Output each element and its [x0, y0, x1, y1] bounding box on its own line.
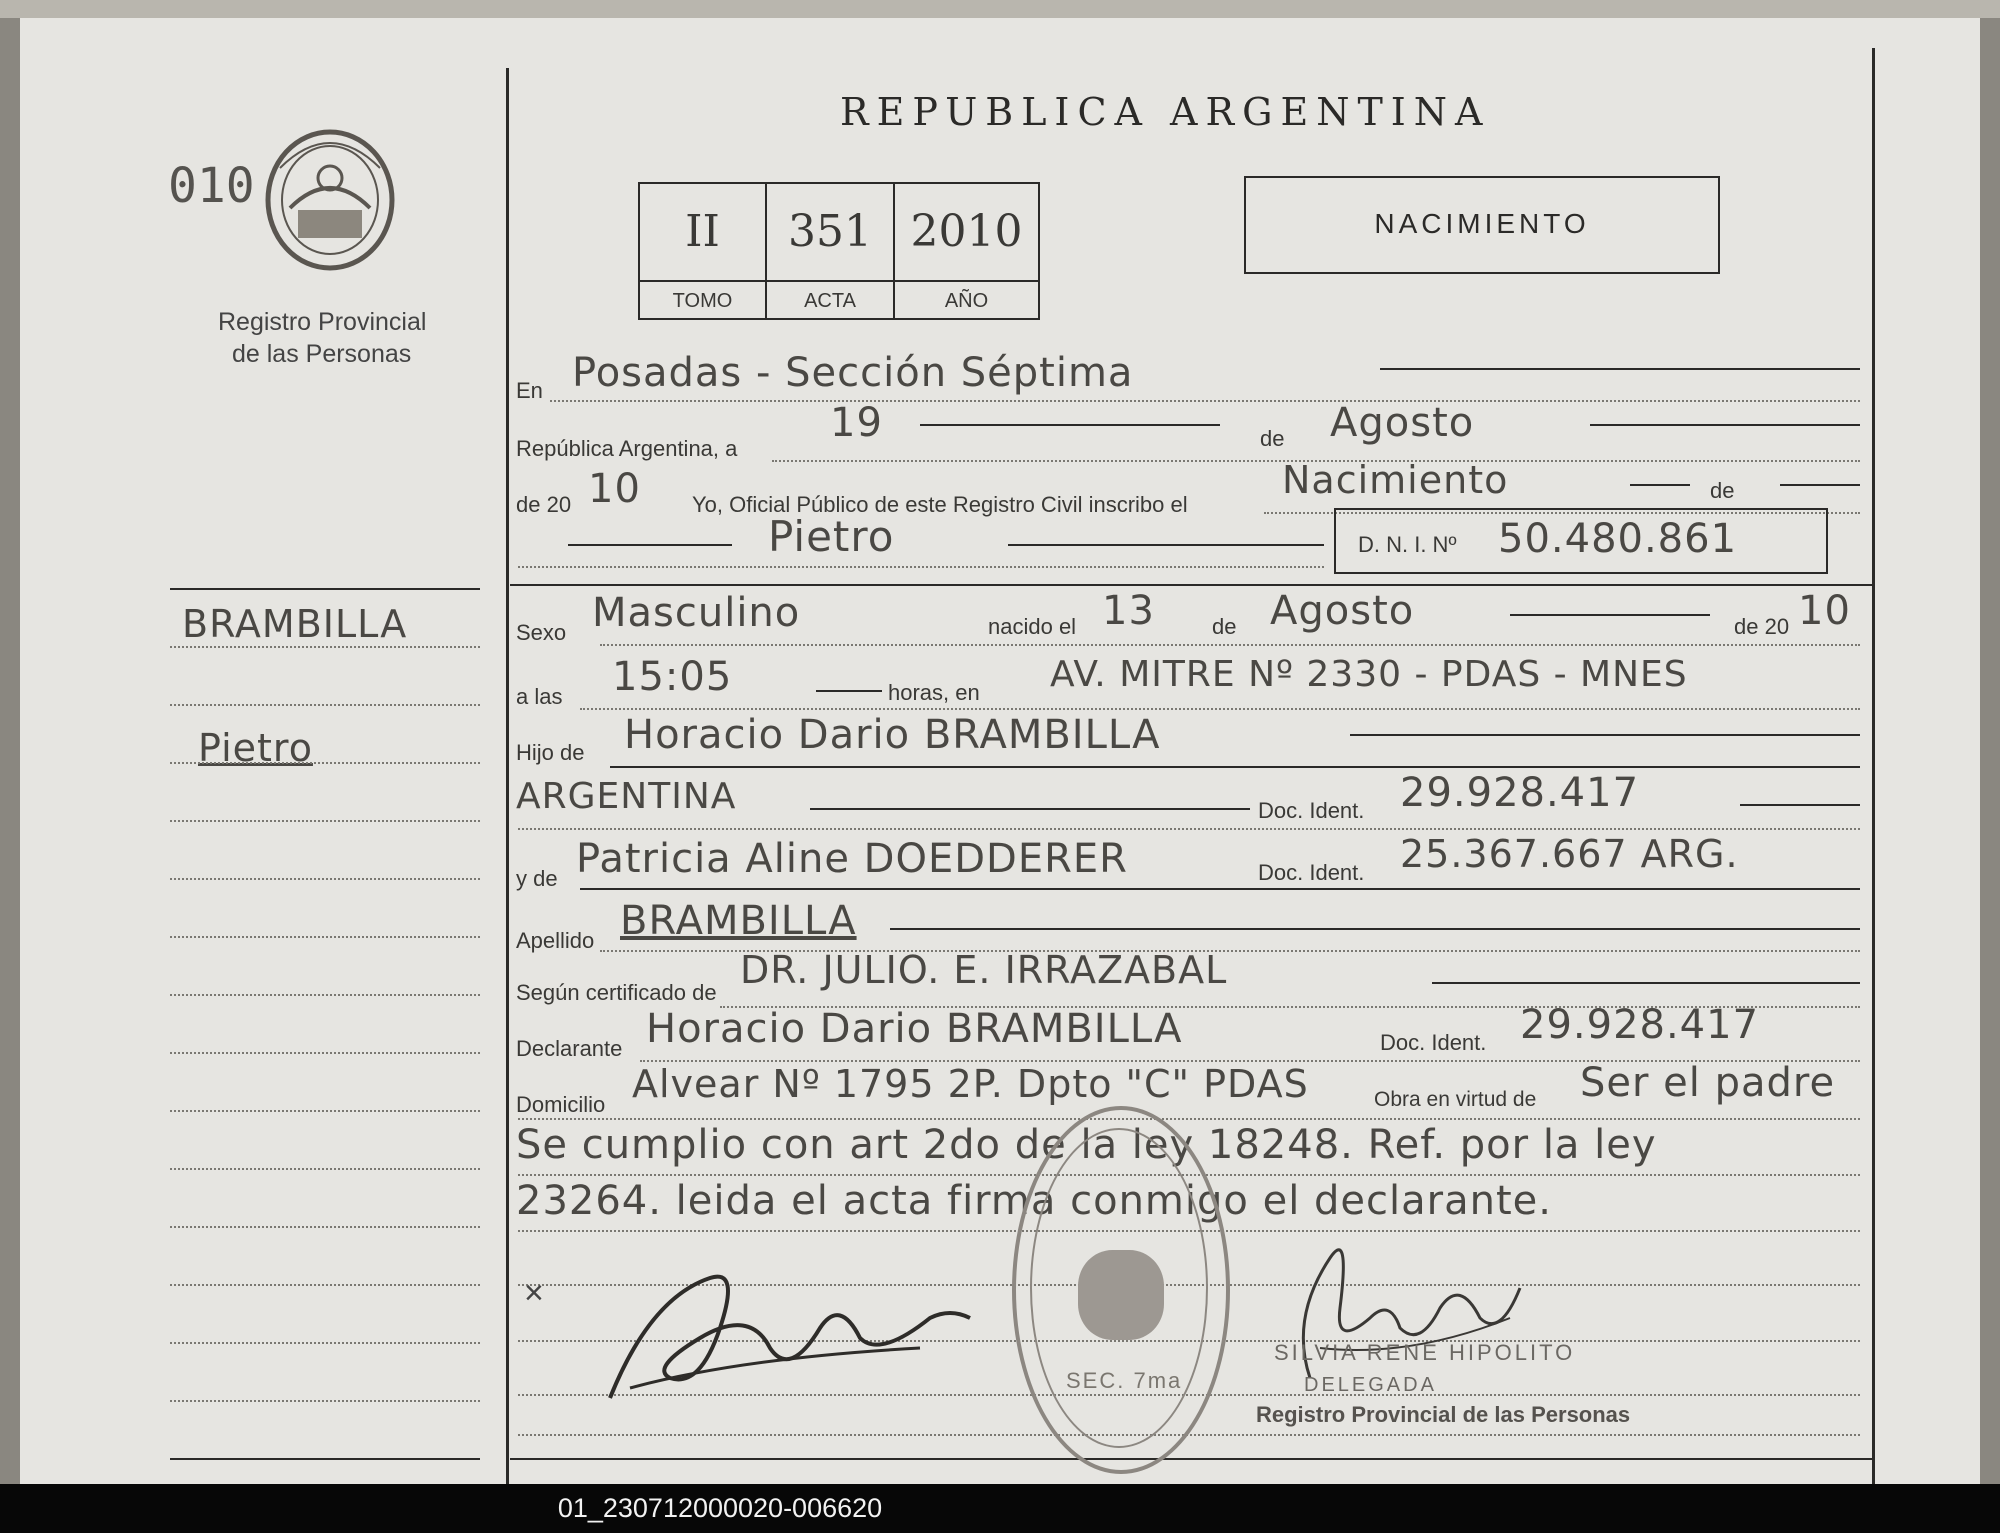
signer-name: SILVIA RENE HIPOLITO — [1274, 1340, 1576, 1365]
margin-line — [170, 994, 480, 996]
reference-label-rule — [640, 280, 1038, 282]
provincial-seal-icon — [260, 128, 400, 278]
margin-surname: BRAMBILLA — [182, 602, 408, 646]
child-name-value: Pietro — [768, 512, 895, 561]
page-top-shadow — [0, 0, 2000, 18]
line-rule — [1780, 484, 1860, 486]
bottom-rule — [510, 1458, 1872, 1460]
image-code: 01_230712000020-006620 — [557, 1493, 883, 1523]
doc-label-3: Doc. Ident. — [1380, 1030, 1487, 1055]
line-rule — [890, 928, 1860, 930]
line-rule — [1510, 614, 1710, 616]
margin-line — [170, 1400, 480, 1402]
record-type-label: NACIMIENTO — [1374, 208, 1590, 239]
margin-line — [170, 1168, 480, 1170]
signer-org: Registro Provincial de las Personas — [1256, 1402, 1631, 1427]
certificado-value: DR. JULIO. E. IRRAZABAL — [740, 948, 1228, 992]
line-dots — [550, 400, 1860, 402]
line-rule — [610, 766, 1860, 768]
line-rule — [810, 808, 1250, 810]
de-label: de — [1260, 426, 1285, 451]
line-rule — [1590, 424, 1860, 426]
line-rule — [816, 690, 882, 692]
mother-doc-value: 25.367.667 ARG. — [1400, 832, 1739, 876]
birth-month-value: Agosto — [1270, 588, 1415, 634]
line-dots — [600, 644, 1860, 646]
de-label-2: de — [1710, 478, 1735, 503]
margin-line — [170, 820, 480, 822]
official-signature — [1250, 1198, 1550, 1398]
anio-value: 2010 — [910, 206, 1023, 257]
obra-label: Obra en virtud de — [1374, 1088, 1537, 1111]
right-frame-line — [1872, 48, 1875, 1484]
folio-number: 010 — [168, 158, 255, 214]
father-nationality-value: ARGENTINA — [516, 776, 737, 817]
section-rule — [510, 584, 1872, 586]
sexo-value: Masculino — [592, 590, 801, 636]
acta-value: 351 — [788, 206, 872, 257]
line-dots — [580, 708, 1860, 710]
margin-line — [170, 1342, 480, 1344]
nacido-label: nacido el — [988, 614, 1077, 639]
registry-name-line1: Registro Provincial — [218, 308, 427, 336]
page-title: REPUBLICA ARGENTINA — [840, 90, 1491, 134]
margin-line — [170, 936, 480, 938]
father-doc-value: 29.928.417 — [1400, 770, 1640, 816]
line-dots — [518, 1434, 1860, 1436]
line-rule — [1350, 734, 1860, 736]
mother-name-value: Patricia Aline DOEDDERER — [576, 836, 1128, 882]
act-value: Nacimiento — [1282, 458, 1509, 502]
margin-bottom-rule — [170, 1458, 480, 1460]
year-prefix-label: de 20 — [516, 492, 572, 517]
y-de-label: y de — [516, 866, 558, 891]
doc-label-2: Doc. Ident. — [1258, 860, 1365, 885]
official-seal — [1012, 1106, 1230, 1474]
dni-value: 50.480.861 — [1498, 516, 1738, 562]
tomo-label: TOMO — [672, 290, 733, 312]
declarant-mark: × — [524, 1274, 544, 1312]
certificado-label: Según certificado de — [516, 980, 717, 1005]
a-las-label: a las — [516, 684, 563, 709]
line-rule — [568, 544, 732, 546]
place-value: Posadas - Sección Séptima — [572, 350, 1134, 396]
rep-label: República Argentina, a — [516, 436, 738, 461]
line-rule — [580, 888, 1860, 890]
line-dots — [518, 1118, 1860, 1120]
line-rule — [1432, 982, 1860, 984]
sexo-label: Sexo — [516, 620, 567, 645]
margin-line — [170, 1052, 480, 1054]
margin-given-name: Pietro — [198, 726, 313, 770]
left-column-divider — [506, 68, 509, 1484]
apellido-label: Apellido — [516, 928, 595, 953]
line-rule — [1630, 484, 1690, 486]
birth-day-value: 13 — [1102, 588, 1155, 634]
dni-box — [1334, 508, 1828, 574]
registry-name-line2: de las Personas — [232, 340, 412, 368]
margin-line — [170, 704, 480, 706]
seal-section: SEC. 7ma — [1066, 1368, 1183, 1393]
declarante-label: Declarante — [516, 1036, 623, 1061]
margin-top-rule — [170, 588, 480, 590]
declarant-signature — [590, 1238, 990, 1418]
anio-label: AÑO — [944, 290, 989, 312]
birth-year-suffix: 10 — [1798, 588, 1851, 634]
declarante-doc-value: 29.928.417 — [1520, 1002, 1760, 1048]
declarante-value: Horacio Dario BRAMBILLA — [646, 1006, 1183, 1052]
oficial-label: Yo, Oficial Público de este Registro Civil inscribo el — [692, 492, 1188, 517]
obra-value: Ser el padre — [1580, 1060, 1836, 1106]
seal-emblem — [1078, 1250, 1164, 1340]
line-rule — [1740, 804, 1860, 806]
margin-line — [170, 1226, 480, 1228]
footer-bar — [0, 1484, 2000, 1533]
margin-line — [170, 646, 480, 648]
hijo-label: Hijo de — [516, 740, 585, 765]
line-rule — [920, 424, 1220, 426]
horas-label: horas, en — [888, 680, 980, 705]
note-line-1: Se cumplio con art 2do de la ley 18248. Ref. por la ley — [516, 1122, 1657, 1168]
domicilio-value: Alvear Nº 1795 2P. Dpto "C" PDAS — [632, 1062, 1309, 1106]
doc-label-1: Doc. Ident. — [1258, 798, 1365, 823]
apellido-value: BRAMBILLA — [620, 898, 857, 944]
line-dots — [518, 828, 1860, 830]
month-value: Agosto — [1330, 400, 1475, 446]
line-rule — [1380, 368, 1860, 370]
birth-place-value: AV. MITRE Nº 2330 - PDAS - MNES — [1050, 654, 1688, 695]
time-value: 15:05 — [612, 654, 733, 700]
margin-line — [170, 762, 480, 764]
margin-line — [170, 1110, 480, 1112]
dni-label: D. N. I. Nº — [1358, 532, 1457, 557]
birth-de-label: de — [1212, 614, 1237, 639]
reference-box — [638, 182, 1040, 320]
domicilio-label: Domicilio — [516, 1092, 606, 1117]
acta-label: ACTA — [804, 290, 856, 312]
birth-certificate-page — [20, 18, 1980, 1484]
year-suffix-value: 10 — [588, 466, 641, 512]
birth-year-label: de 20 — [1734, 614, 1790, 639]
note-line-2: 23264. leida el acta firma conmigo el declarante. — [516, 1178, 1552, 1224]
margin-line — [170, 878, 480, 880]
en-label: En — [516, 378, 543, 403]
line-dots — [518, 566, 1324, 568]
record-type-box — [1244, 176, 1720, 274]
signer-role: DELEGADA — [1304, 1374, 1437, 1396]
tomo-value: II — [685, 206, 720, 257]
margin-line — [170, 1284, 480, 1286]
line-rule — [1008, 544, 1324, 546]
day-value: 19 — [830, 400, 883, 446]
father-name-value: Horacio Dario BRAMBILLA — [624, 712, 1161, 758]
